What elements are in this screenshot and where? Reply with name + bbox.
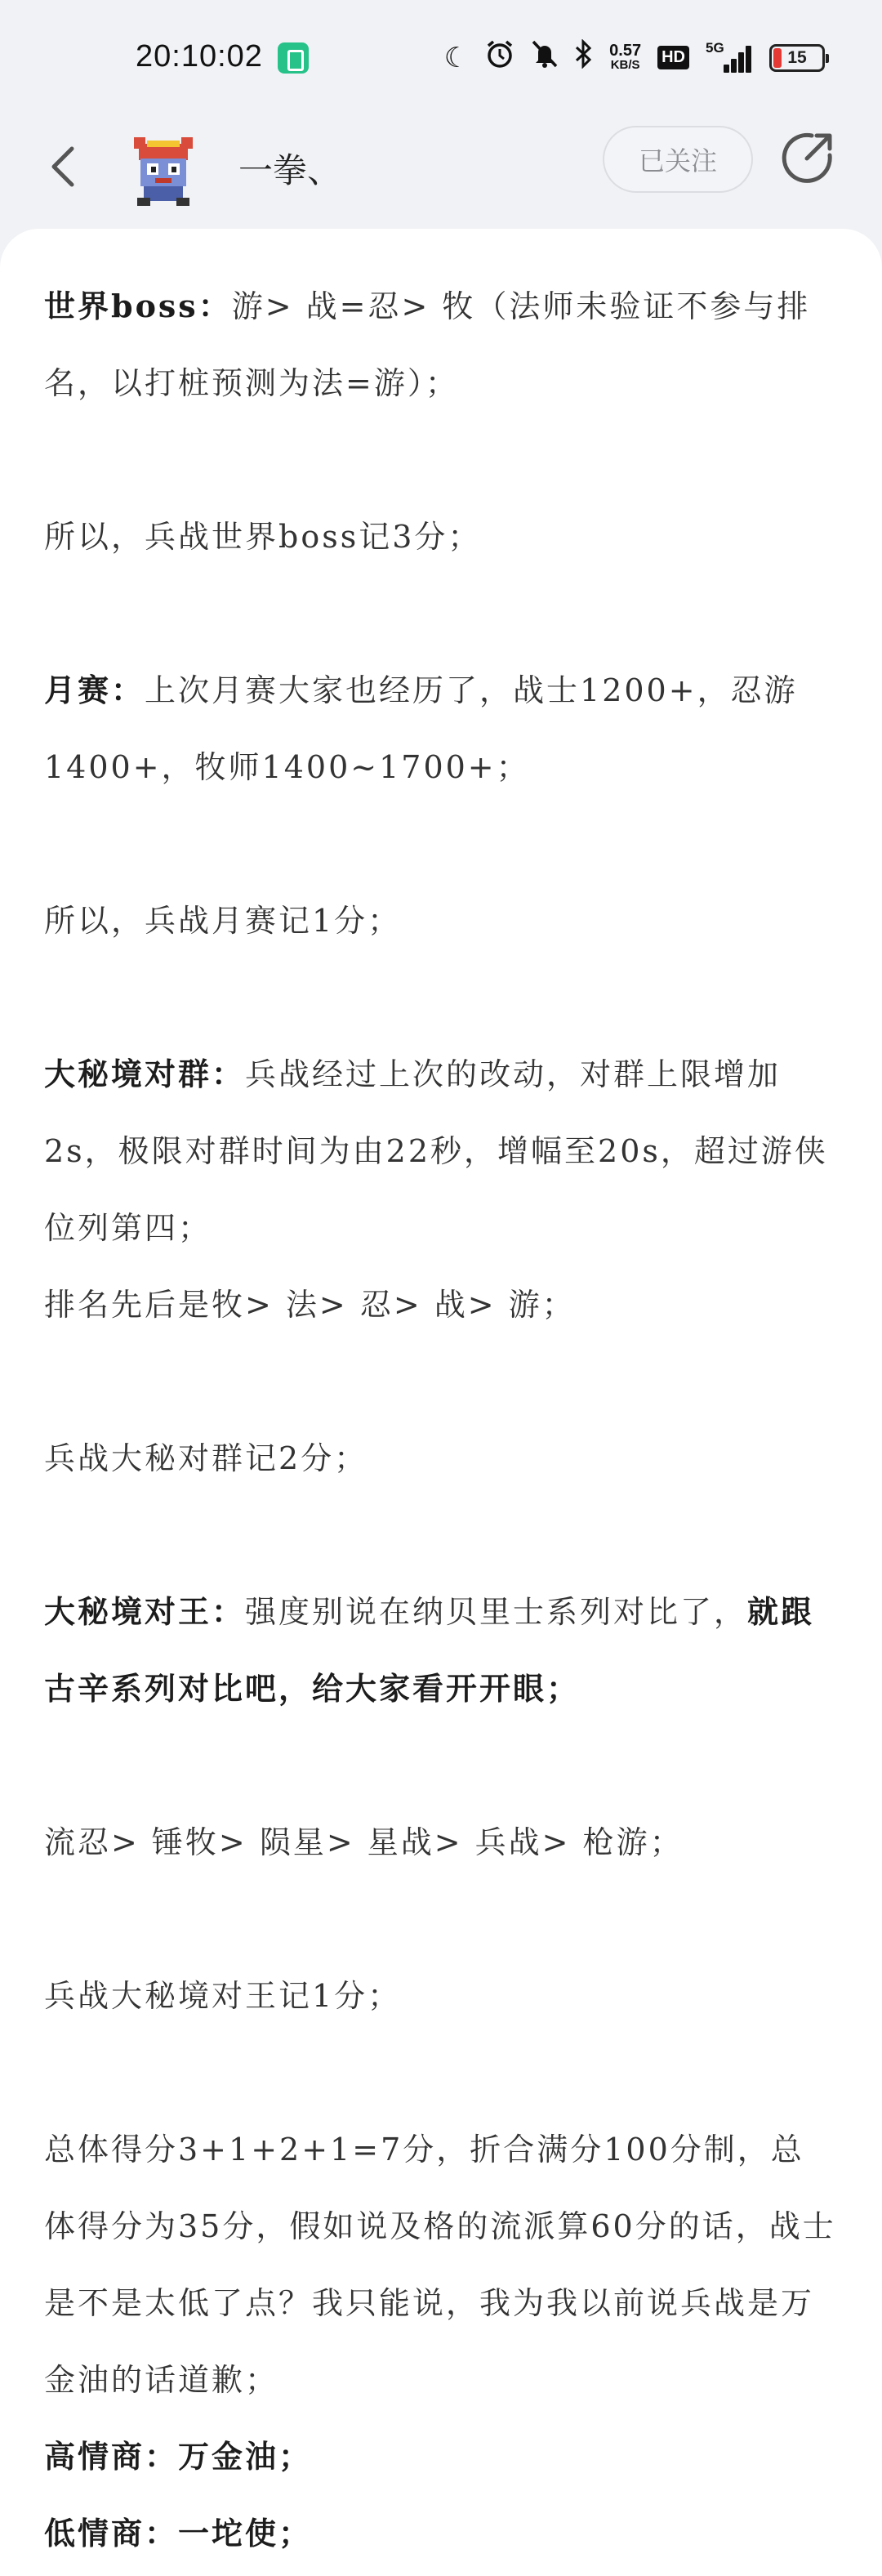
heading-world-boss: 世界boss： [44, 288, 232, 324]
paragraph-monthly: 月赛：上次月赛大家也经历了，战士1200+，忍游1400+，牧师1400~1700+； [44, 672, 798, 785]
moon-icon: ☾ [443, 42, 470, 74]
paragraph-high-eq: 高情商：万金油； [44, 2438, 313, 2475]
heading-monthly: 月赛： [44, 672, 145, 708]
nav-bar [0, 114, 882, 221]
status-time: 20:10:02 [136, 39, 263, 74]
paragraph-monthly-score: 所以，兵战月赛记1分； [44, 903, 402, 939]
paragraph-dungeon-boss-rank: 流忍> 锤牧> 陨星> 星战> 兵战> 枪游； [44, 1824, 684, 1860]
paragraph-world-boss-score: 所以，兵战世界boss记3分； [44, 519, 482, 555]
share-button[interactable] [779, 129, 836, 186]
paragraph-low-eq: 低情商：一坨使； [44, 2515, 313, 2551]
pixel-avatar-icon [122, 129, 204, 211]
heading-dungeon-aoe: 大秘境对群： [44, 1056, 246, 1092]
follow-button[interactable]: 已关注 [603, 126, 753, 193]
paragraph-world-boss: 世界boss：游> 战=忍> 牧（法师未验证不参与排名，以打桩预测为法=游）； [44, 288, 811, 401]
paragraph-dungeon-boss-score: 兵战大秘境对王记1分； [44, 1978, 402, 2014]
battery-icon [769, 44, 825, 72]
bluetooth-icon [575, 39, 593, 76]
article-content [0, 229, 882, 2576]
back-button[interactable] [39, 142, 88, 191]
status-bar [0, 0, 882, 114]
alarm-icon [485, 39, 514, 76]
mute-icon [531, 39, 559, 76]
signal-icon: 5G [706, 43, 753, 73]
network-speed: 0.57 KB/S [609, 41, 642, 72]
paragraph-dungeon-aoe-rank: 排名先后是牧> 法> 忍> 战> 游； [44, 1287, 576, 1323]
share-icon [779, 129, 836, 186]
avatar[interactable] [122, 129, 204, 211]
paragraph-dungeon-boss: 大秘境对王：强度别说在纳贝里士系列对比了，就跟古辛系列对比吧，给大家看开开眼； [44, 1593, 815, 1707]
paragraph-dungeon-aoe: 大秘境对群：兵战经过上次的改动，对群上限增加2s，极限对群时间为由22秒，增幅至20s，超过游侠位列第四； [44, 1056, 828, 1246]
battery-level: 15 [787, 47, 807, 67]
hd-voice-badge: HD [657, 46, 689, 69]
paragraph-dungeon-aoe-score: 兵战大秘对群记2分； [44, 1440, 368, 1476]
chevron-left-icon [47, 145, 80, 188]
app-notification-icon [278, 42, 309, 74]
paragraph-summary: 总体得分3+1+2+1=7分，折合满分100分制，总体得分为35分，假如说及格的流派算60分的话，战士是不是太低了点？我只能说，我为我以前说兵战是万金油的话道歉； [44, 2132, 836, 2398]
heading-dungeon-boss: 大秘境对王： [44, 1593, 246, 1630]
status-icons [444, 39, 825, 76]
author-name[interactable]: 一拳、 [238, 150, 342, 190]
